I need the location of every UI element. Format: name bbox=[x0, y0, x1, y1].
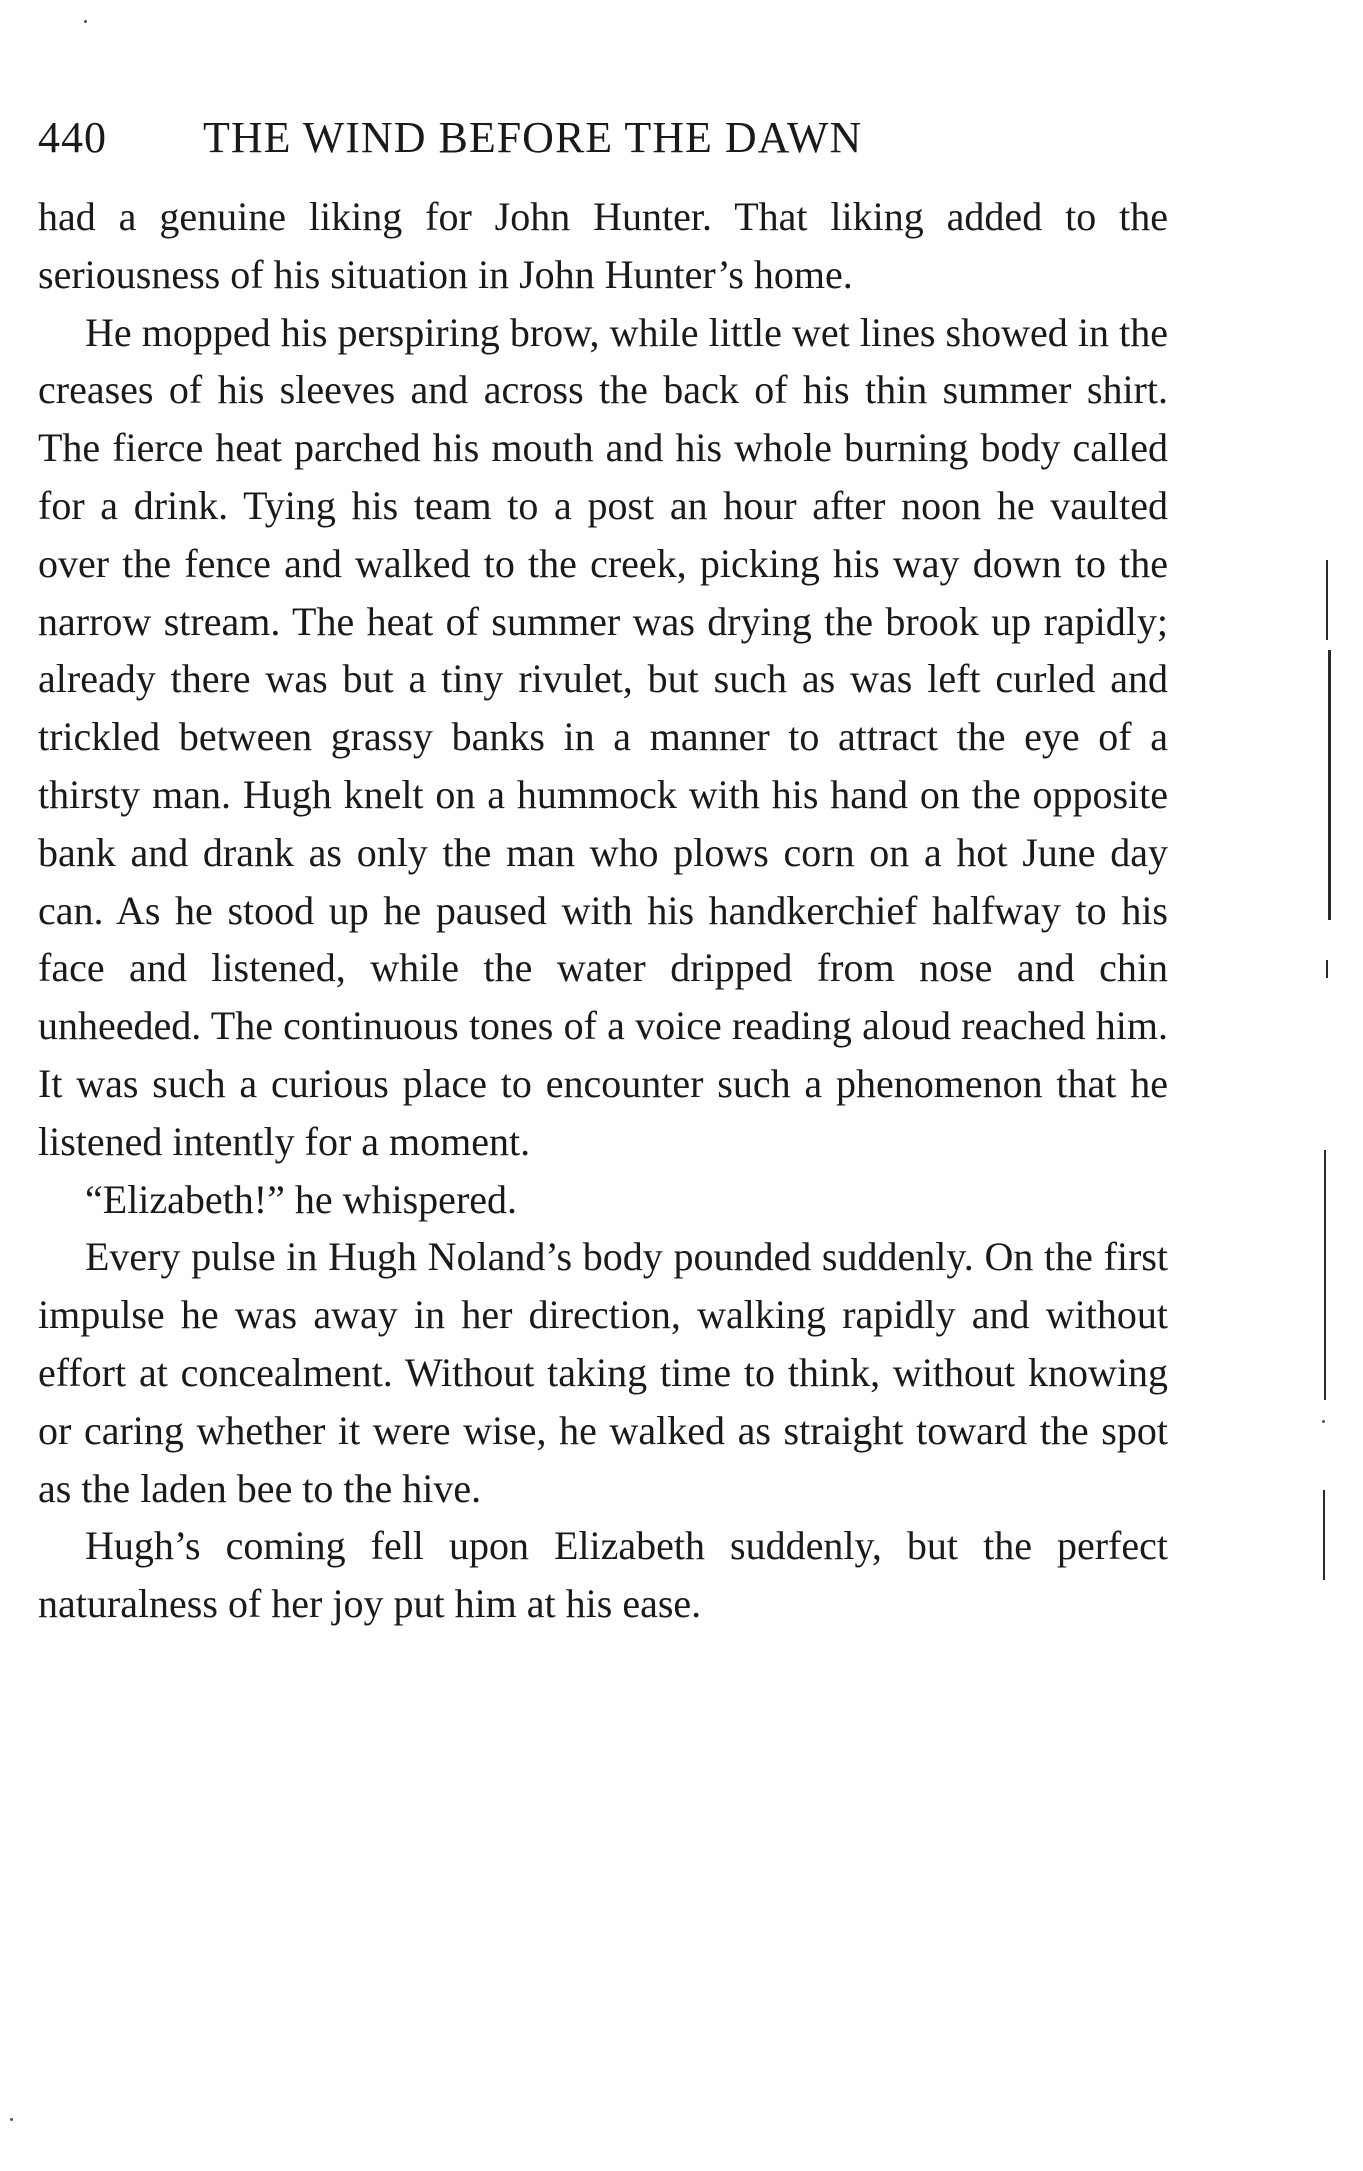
paragraph: “Elizabeth!” he whispered. bbox=[85, 1176, 518, 1222]
page-header bbox=[38, 108, 1168, 168]
scan-artifact-line bbox=[1326, 560, 1328, 640]
body-text bbox=[38, 188, 1168, 1633]
scan-artifact-line bbox=[1323, 1490, 1325, 1580]
scan-artifact-line bbox=[1324, 1150, 1326, 1400]
running-title: THE WIND BEFORE THE DAWN bbox=[203, 113, 863, 162]
scan-artifact-line bbox=[1328, 650, 1331, 920]
paragraph: Every pulse in Hugh Noland’s body pounded suddenly. On the first impulse he was away in her direction, walking rapidly and without effort at concealment. Without taking time to think, without knowing or caring whether it were wise, he walked as straight toward the spot as the laden bee to the hive. bbox=[38, 1234, 1168, 1511]
scan-artifact-line bbox=[1326, 960, 1328, 978]
scan-artifact-speck bbox=[10, 2118, 13, 2121]
paragraph: Hugh’s coming fell upon Elizabeth suddenly, but the perfect naturalness of her joy put him at his ease. bbox=[38, 1523, 1168, 1627]
scan-artifact-speck bbox=[1322, 1420, 1325, 1423]
paragraph: had a genuine liking for John Hunter. That liking added to the seriousness of his situation in John Hunter’s home. bbox=[38, 194, 1168, 297]
scan-artifact-speck bbox=[84, 20, 87, 23]
paragraph: He mopped his perspiring brow, while little wet lines showed in the creases of his sleeves and across the back of his thin summer shirt. The fierce heat parched his mouth and his whole burning body called for a drink. Tying his team to a post an hour after noon he vaulted over the fence and walked to the creek, picking his way down to the narrow stream. The heat of summer was drying the brook up rapidly; already there was but a tiny rivulet, but such as was left curled and trickled between grassy banks in a manner to attract the eye of a thirsty man. Hugh knelt on a hummock with his hand on the opposite bank and drank as only the man who plows corn on a hot June day can. As he stood up he paused with his handkerchief halfway to his face and listened, while the water dripped from nose and chin unheeded. The continuous tones of a voice reading aloud reached him. It was such a curious place to encounter such a phenomenon that he listened intently for a moment. bbox=[38, 309, 1168, 1164]
page-number: 440 bbox=[38, 113, 107, 162]
